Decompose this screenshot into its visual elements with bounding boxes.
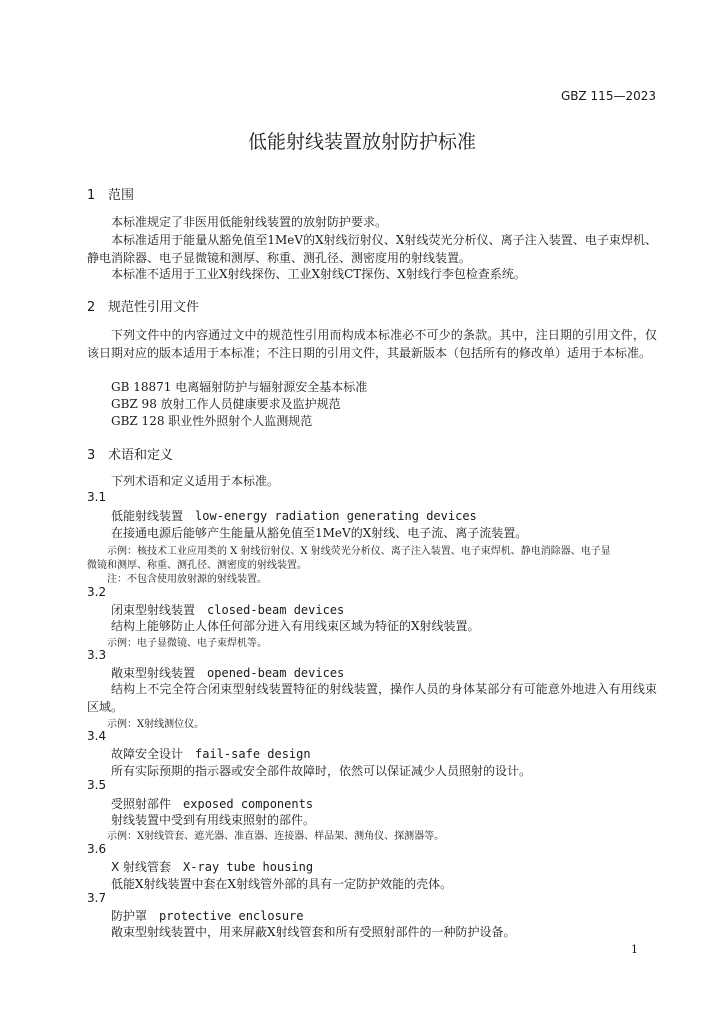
section-2-number: 2 [87, 300, 96, 315]
term-zh: 受照射部件 [111, 797, 172, 811]
section-3-title: 术语和定义 [108, 448, 174, 463]
standard-code: GBZ 115—2023 [560, 89, 656, 103]
term-example: 示例：X射线管套、遮光器、准直器、连接器、样品架、测角仪、探测器等。 [107, 831, 445, 842]
clause-number: 3.1 [87, 490, 107, 504]
term-en: fail-safe design [195, 747, 311, 761]
term-entry [111, 664, 344, 681]
term-zh: 低能射线装置 [111, 509, 184, 523]
term-zh: 故障安全设计 [111, 747, 184, 761]
section-1-paragraph-1: 本标准规定了非医用低能射线装置的放射防护要求。 [111, 215, 388, 229]
clause-number: 3.2 [87, 585, 107, 599]
term-definition: 结构上不完全符合闭束型射线装置特征的射线装置，操作人员的身体某部分有可能意外地进入有用线束区域。 [87, 682, 657, 714]
term-entry [111, 858, 313, 875]
term-definition: 所有实际预期的指示器或安全部件故障时，依然可以保证减少人员照射的设计。 [111, 764, 532, 778]
term-definition: 射线装置中受到有用线束照射的部件。 [111, 813, 316, 827]
term-zh: 闭束型射线装置 [111, 603, 196, 617]
term-entry [111, 907, 304, 924]
term-entry [111, 795, 313, 812]
clause-number: 3.4 [87, 729, 107, 743]
term-zh: 敞束型射线装置 [111, 666, 196, 680]
term-example: 示例：电子显微镜、电子束焊机等。 [107, 638, 267, 649]
term-entry [111, 745, 311, 762]
term-definition: 敞束型射线装置中，用来屏蔽X射线管套和所有受照射部件的一种防护设备。 [111, 925, 516, 939]
clause-number: 3.7 [87, 891, 107, 905]
term-en: exposed components [183, 797, 314, 811]
term-note: 注：不包含使用放射源的射线装置。 [107, 574, 267, 585]
document-title: 低能射线装置放射防护标准 [247, 131, 476, 153]
reference-item: GBZ 98 放射工作人员健康要求及监护规范 [111, 397, 341, 411]
term-entry [111, 601, 344, 618]
term-zh: X 射线管套 [111, 860, 172, 874]
section-1-heading [87, 184, 134, 203]
term-en: low-energy radiation generating devices [195, 509, 477, 523]
reference-item: GBZ 128 职业性外照射个人监测规范 [111, 414, 313, 428]
term-en: protective enclosure [159, 909, 304, 923]
term-zh: 防护罩 [111, 909, 148, 923]
section-1-paragraph-2: 本标准适用于能量从豁免值至1MeV的X射线衍射仪、X射线荧光分析仪、离子注入装置、电子束焊机、静电消除器、电子显微镜和测厚、称重、测孔径、测密度用的射线装置。 [87, 233, 657, 265]
term-example: 示例：X射线测位仪。 [107, 719, 205, 730]
page-number: 1 [631, 943, 638, 956]
section-2-heading [87, 296, 199, 315]
section-3-intro: 下列术语和定义适用于本标准。 [111, 474, 280, 488]
term-example: 示例：核技术工业应用类的 X 射线衍射仪、X 射线荧光分析仪、离子注入装置、电子束焊机、静电消除器、电子显 [107, 546, 611, 557]
section-1-paragraph-3: 本标准不适用于工业X射线探伤、工业X射线CT探伤、X射线行李包检查系统。 [111, 267, 526, 281]
clause-number: 3.6 [87, 842, 107, 856]
term-definition: 低能X射线装置中套在X射线管外部的具有一定防护效能的壳体。 [111, 877, 453, 891]
term-definition: 在接通电源后能够产生能量从豁免值至1MeV的X射线、电子流、离子流装置。 [111, 526, 528, 540]
term-en: X-ray tube housing [183, 860, 314, 874]
reference-item: GB 18871 电离辐射防护与辐射源安全基本标准 [111, 380, 368, 394]
clause-number: 3.5 [87, 778, 107, 792]
clause-number: 3.3 [87, 648, 107, 662]
term-definition: 结构上能够防止人体任何部分进入有用线束区域为特征的X射线装置。 [111, 619, 480, 633]
term-example-continued: 微镜和测厚、称重、测孔径、测密度的射线装置。 [87, 560, 307, 571]
term-en: closed-beam devices [207, 603, 345, 617]
section-2-paragraph-1: 下列文件中的内容通过文中的规范性引用而构成本标准必不可少的条款。其中，注日期的引用文件，仅该日期对应的版本适用于本标准；不注日期的引用文件，其最新版本（包括所有的修改单）适用于本标准。 [87, 328, 657, 360]
section-3-heading [87, 444, 173, 463]
section-3-number: 3 [87, 448, 96, 463]
section-1-number: 1 [87, 188, 96, 203]
term-en: opened-beam devices [207, 666, 345, 680]
section-2-title: 规范性引用文件 [108, 300, 200, 315]
section-1-title: 范围 [108, 188, 135, 203]
term-entry [111, 507, 477, 524]
